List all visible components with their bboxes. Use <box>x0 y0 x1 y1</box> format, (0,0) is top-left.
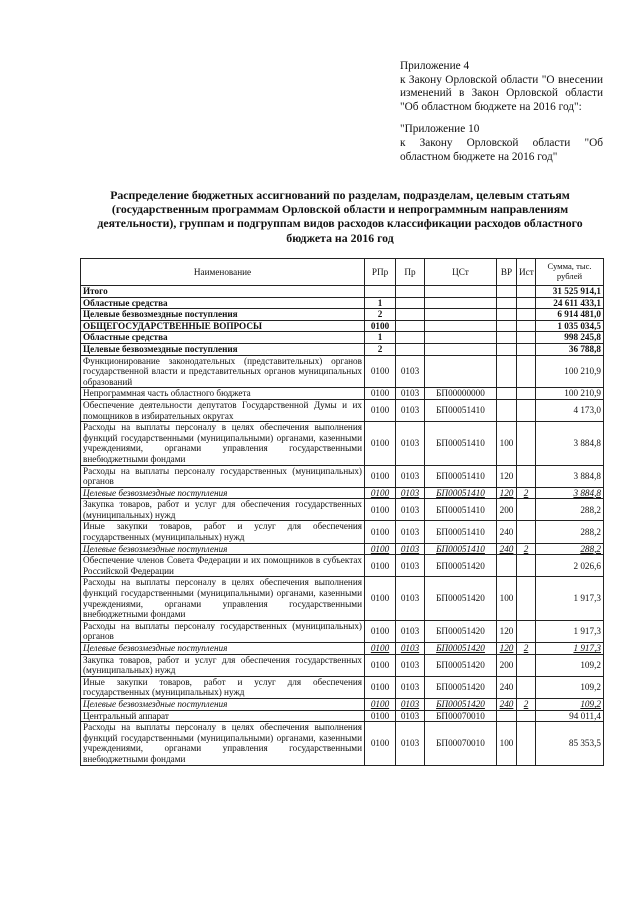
cell-pr: 0103 <box>396 399 425 421</box>
appendix-block <box>400 60 603 164</box>
cell-name: Целевые безвозмездные поступления <box>81 543 365 555</box>
cell-cst: БП00051410 <box>425 487 497 499</box>
cell-name: Закупка товаров, работ и услуг для обеспечения государственных (муниципальных) нужд <box>81 499 365 521</box>
cell-rpr: 0100 <box>365 710 396 722</box>
cell-vr <box>497 309 517 321</box>
cell-cst: БП00051410 <box>425 499 497 521</box>
cell-rpr: 1 <box>365 297 396 309</box>
cell-sum: 100 210,9 <box>536 355 604 388</box>
table-row <box>81 309 604 321</box>
cell-sum: 94 011,4 <box>536 710 604 722</box>
cell-cst <box>425 297 497 309</box>
cell-ist <box>517 577 536 620</box>
cell-vr: 120 <box>497 620 517 642</box>
cell-vr <box>497 286 517 298</box>
cell-ist <box>517 465 536 487</box>
cell-name: Областные средства <box>81 297 365 309</box>
header-pr: Пр <box>396 259 425 286</box>
cell-sum: 109,2 <box>536 698 604 710</box>
cell-cst: БП00051410 <box>425 521 497 543</box>
cell-sum: 288,2 <box>536 521 604 543</box>
header-rpr: РПр <box>365 259 396 286</box>
table-row <box>81 320 604 332</box>
cell-sum: 100 210,9 <box>536 388 604 400</box>
table-row <box>81 620 604 642</box>
header-cst: ЦСт <box>425 259 497 286</box>
header-name: Наименование <box>81 259 365 286</box>
cell-pr <box>396 286 425 298</box>
cell-ist <box>517 710 536 722</box>
cell-cst: БП00051420 <box>425 676 497 698</box>
table-row <box>81 388 604 400</box>
header-sum: Сумма, тыс. рублей <box>536 259 604 286</box>
cell-ist <box>517 309 536 321</box>
cell-ist <box>517 521 536 543</box>
cell-vr <box>497 555 517 577</box>
cell-name: Расходы на выплаты персоналу государственных (муниципальных) органов <box>81 620 365 642</box>
cell-ist <box>517 297 536 309</box>
table-row <box>81 399 604 421</box>
cell-rpr: 1 <box>365 332 396 344</box>
table-row <box>81 722 604 765</box>
table-row <box>81 577 604 620</box>
cell-sum: 3 884,8 <box>536 422 604 465</box>
cell-ist <box>517 654 536 676</box>
cell-rpr: 0100 <box>365 577 396 620</box>
cell-ist <box>517 676 536 698</box>
cell-rpr: 0100 <box>365 388 396 400</box>
cell-name: ОБЩЕГОСУДАРСТВЕННЫЕ ВОПРОСЫ <box>81 320 365 332</box>
cell-cst: БП00070010 <box>425 722 497 765</box>
table-row <box>81 422 604 465</box>
cell-name: Обеспечение членов Совета Федерации и их помощников в субъектах Российской Федерации <box>81 555 365 577</box>
cell-vr: 120 <box>497 643 517 655</box>
cell-ist: 2 <box>517 698 536 710</box>
cell-ist <box>517 388 536 400</box>
cell-sum: 6 914 481,0 <box>536 309 604 321</box>
budget-table <box>80 258 604 766</box>
cell-rpr: 0100 <box>365 465 396 487</box>
cell-vr: 240 <box>497 521 517 543</box>
table-row <box>81 343 604 355</box>
cell-vr: 200 <box>497 499 517 521</box>
appendix-line-2: к Закону Орловской области "О внесении изменений в Закон Орловской области "Об областном бюджете на 2016 год": <box>400 73 603 113</box>
cell-sum: 1 917,3 <box>536 620 604 642</box>
cell-cst: БП00051420 <box>425 698 497 710</box>
cell-vr <box>497 343 517 355</box>
cell-sum: 3 884,8 <box>536 487 604 499</box>
cell-vr <box>497 332 517 344</box>
table-row <box>81 643 604 655</box>
cell-rpr: 0100 <box>365 543 396 555</box>
table-row <box>81 543 604 555</box>
cell-ist <box>517 320 536 332</box>
cell-vr: 240 <box>497 698 517 710</box>
cell-pr: 0103 <box>396 388 425 400</box>
cell-pr: 0103 <box>396 722 425 765</box>
cell-pr: 0103 <box>396 620 425 642</box>
cell-name: Целевые безвозмездные поступления <box>81 487 365 499</box>
cell-rpr <box>365 286 396 298</box>
cell-pr <box>396 297 425 309</box>
cell-cst: БП00051420 <box>425 620 497 642</box>
cell-sum: 109,2 <box>536 676 604 698</box>
table-row <box>81 465 604 487</box>
cell-name: Расходы на выплаты персоналу в целях обеспечения выполнения функций государственными (муниципальными) органами, казенными учреждениями, органами управления государственными внебюджетными фондами <box>81 422 365 465</box>
table-row <box>81 297 604 309</box>
cell-rpr: 2 <box>365 343 396 355</box>
table-row <box>81 332 604 344</box>
table-body <box>81 286 604 766</box>
cell-cst: БП00070010 <box>425 710 497 722</box>
cell-pr: 0103 <box>396 710 425 722</box>
cell-ist <box>517 555 536 577</box>
cell-name: Обеспечение деятельности депутатов Государственной Думы и их помощников в избирательных округах <box>81 399 365 421</box>
cell-sum: 288,2 <box>536 543 604 555</box>
cell-vr <box>497 388 517 400</box>
cell-sum: 1 917,3 <box>536 643 604 655</box>
cell-vr <box>497 710 517 722</box>
cell-name: Расходы на выплаты персоналу государственных (муниципальных) органов <box>81 465 365 487</box>
cell-sum: 998 245,8 <box>536 332 604 344</box>
cell-ist <box>517 499 536 521</box>
cell-pr: 0103 <box>396 422 425 465</box>
cell-ist <box>517 332 536 344</box>
cell-ist: 2 <box>517 543 536 555</box>
cell-rpr: 0100 <box>365 499 396 521</box>
cell-name: Функционирование законодательных (представительных) органов государственной власти и представительных органов муниципальных образований <box>81 355 365 388</box>
cell-vr: 100 <box>497 422 517 465</box>
cell-sum: 288,2 <box>536 499 604 521</box>
appendix-line-3: "Приложение 10 <box>400 123 480 136</box>
cell-vr: 100 <box>497 577 517 620</box>
cell-rpr: 0100 <box>365 422 396 465</box>
document-title: Распределение бюджетных ассигнований по разделам, подразделам, целевым статьям (государственным программам Орловской области и непрограммным направлениям деятельности), группам и подгруппам видов расходов классификации расходов областного бюджета на 2016 год <box>97 188 583 245</box>
cell-pr: 0103 <box>396 521 425 543</box>
cell-name: Расходы на выплаты персоналу в целях обеспечения выполнения функций государственными (муниципальными) органами, казенными учреждениями, органами управления государственными внебюджетными фондами <box>81 722 365 765</box>
cell-cst: БП00051410 <box>425 543 497 555</box>
cell-cst: БП00051410 <box>425 399 497 421</box>
cell-rpr: 0100 <box>365 676 396 698</box>
cell-sum: 109,2 <box>536 654 604 676</box>
cell-name: Целевые безвозмездные поступления <box>81 698 365 710</box>
cell-sum: 1 917,3 <box>536 577 604 620</box>
cell-sum: 2 026,6 <box>536 555 604 577</box>
cell-rpr: 2 <box>365 309 396 321</box>
cell-pr: 0103 <box>396 555 425 577</box>
cell-pr: 0103 <box>396 643 425 655</box>
cell-cst: БП00051420 <box>425 654 497 676</box>
cell-cst <box>425 309 497 321</box>
appendix-line-4: к Закону Орловской области "Об областном бюджете на 2016 год" <box>400 136 603 163</box>
cell-vr <box>497 297 517 309</box>
cell-cst <box>425 286 497 298</box>
cell-ist <box>517 620 536 642</box>
cell-cst: БП00051410 <box>425 465 497 487</box>
cell-vr: 120 <box>497 465 517 487</box>
cell-rpr: 0100 <box>365 399 396 421</box>
cell-rpr: 0100 <box>365 620 396 642</box>
cell-rpr: 0100 <box>365 355 396 388</box>
cell-cst: БП00051420 <box>425 643 497 655</box>
cell-name: Иные закупки товаров, работ и услуг для обеспечения государственных (муниципальных) нужд <box>81 521 365 543</box>
cell-sum: 4 173,0 <box>536 399 604 421</box>
cell-cst: БП00051410 <box>425 422 497 465</box>
table-row <box>81 499 604 521</box>
table-header-row <box>81 259 604 286</box>
cell-name: Иные закупки товаров, работ и услуг для обеспечения государственных (муниципальных) нужд <box>81 676 365 698</box>
appendix-line-1: Приложение 4 <box>400 60 470 72</box>
cell-ist <box>517 355 536 388</box>
cell-vr: 240 <box>497 676 517 698</box>
cell-ist <box>517 343 536 355</box>
cell-rpr: 0100 <box>365 643 396 655</box>
cell-name: Расходы на выплаты персоналу в целях обеспечения выполнения функций государственными (муниципальными) органами, казенными учреждениями, органами управления государственными внебюджетными фондами <box>81 577 365 620</box>
cell-pr: 0103 <box>396 487 425 499</box>
cell-name: Целевые безвозмездные поступления <box>81 643 365 655</box>
cell-ist <box>517 286 536 298</box>
cell-pr: 0103 <box>396 698 425 710</box>
cell-pr: 0103 <box>396 355 425 388</box>
cell-vr: 200 <box>497 654 517 676</box>
cell-pr: 0103 <box>396 577 425 620</box>
table-row <box>81 676 604 698</box>
cell-rpr: 0100 <box>365 521 396 543</box>
cell-cst: БП00051420 <box>425 577 497 620</box>
cell-vr <box>497 399 517 421</box>
cell-ist <box>517 722 536 765</box>
table-row <box>81 487 604 499</box>
cell-sum: 36 788,8 <box>536 343 604 355</box>
cell-ist <box>517 422 536 465</box>
cell-sum: 24 611 433,1 <box>536 297 604 309</box>
cell-pr: 0103 <box>396 654 425 676</box>
cell-pr <box>396 332 425 344</box>
cell-sum: 3 884,8 <box>536 465 604 487</box>
cell-cst: БП00051420 <box>425 555 497 577</box>
cell-name: Непрограммная часть областного бюджета <box>81 388 365 400</box>
cell-sum: 85 353,5 <box>536 722 604 765</box>
cell-name: Областные средства <box>81 332 365 344</box>
cell-rpr: 0100 <box>365 722 396 765</box>
cell-rpr: 0100 <box>365 698 396 710</box>
header-vr: ВР <box>497 259 517 286</box>
table-row <box>81 710 604 722</box>
table-row <box>81 654 604 676</box>
cell-rpr: 0100 <box>365 555 396 577</box>
table-row <box>81 355 604 388</box>
cell-pr: 0103 <box>396 499 425 521</box>
table-row <box>81 698 604 710</box>
cell-rpr: 0100 <box>365 487 396 499</box>
cell-name: Закупка товаров, работ и услуг для обеспечения государственных (муниципальных) нужд <box>81 654 365 676</box>
cell-vr <box>497 320 517 332</box>
cell-pr: 0103 <box>396 465 425 487</box>
cell-ist <box>517 399 536 421</box>
cell-vr <box>497 355 517 388</box>
cell-pr: 0103 <box>396 676 425 698</box>
cell-cst <box>425 320 497 332</box>
cell-pr <box>396 320 425 332</box>
cell-name: Целевые безвозмездные поступления <box>81 343 365 355</box>
cell-rpr: 0100 <box>365 654 396 676</box>
cell-name: Целевые безвозмездные поступления <box>81 309 365 321</box>
cell-sum: 31 525 914,1 <box>536 286 604 298</box>
cell-cst <box>425 332 497 344</box>
cell-name: Итого <box>81 286 365 298</box>
cell-rpr: 0100 <box>365 320 396 332</box>
cell-ist: 2 <box>517 487 536 499</box>
cell-pr <box>396 309 425 321</box>
cell-name: Центральный аппарат <box>81 710 365 722</box>
cell-cst <box>425 343 497 355</box>
table-row <box>81 555 604 577</box>
cell-vr: 100 <box>497 722 517 765</box>
cell-ist: 2 <box>517 643 536 655</box>
table-row <box>81 521 604 543</box>
cell-vr: 120 <box>497 487 517 499</box>
cell-pr <box>396 343 425 355</box>
cell-vr: 240 <box>497 543 517 555</box>
cell-cst: БП00000000 <box>425 388 497 400</box>
cell-pr: 0103 <box>396 543 425 555</box>
cell-sum: 1 035 034,5 <box>536 320 604 332</box>
header-ist: Ист <box>517 259 536 286</box>
table-row <box>81 286 604 298</box>
cell-cst <box>425 355 497 388</box>
